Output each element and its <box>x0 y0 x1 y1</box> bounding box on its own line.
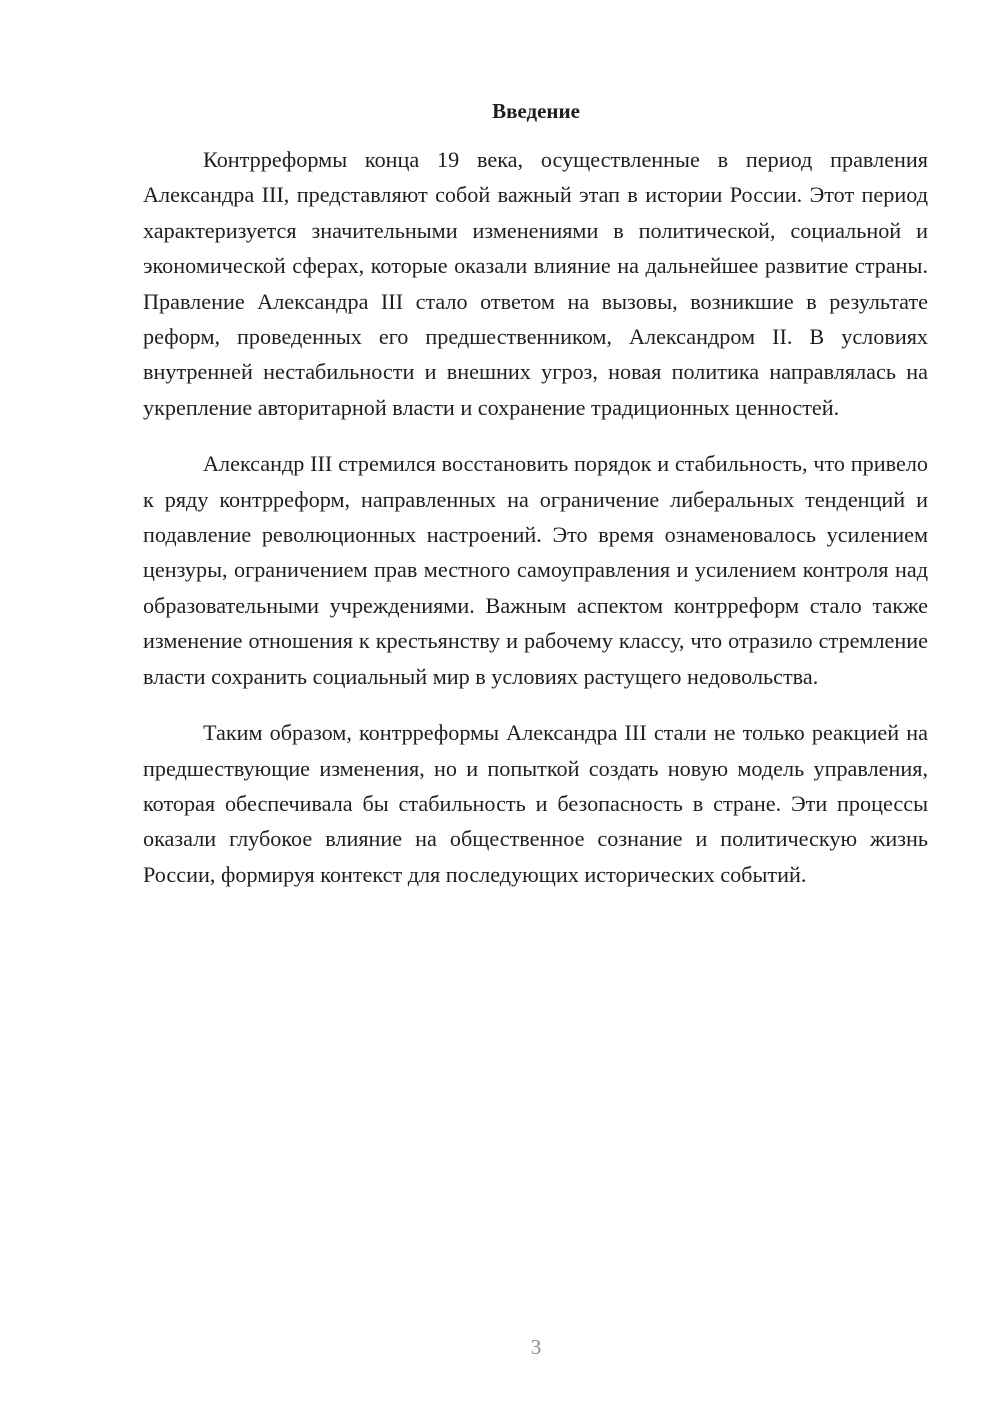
page-number: 3 <box>530 1335 542 1359</box>
paragraph-introduction-2: Александр III стремился восстановить порядок и стабильность, что привело к ряду контрреформ, направленных на ограничение либеральных тенденций и подавление революционных настроений. Это время ознаменовалось усилением цензуры, ограничением прав местного самоуправления и усилением контроля над образовательными учреждениями. Важным аспектом контрреформ стало также изменение отношения к крестьянству и рабочему классу, что отразило стремление власти сохранить социальный мир в условиях растущего недовольства. <box>143 451 928 689</box>
document-title: Введение <box>492 99 580 123</box>
document-body <box>143 142 928 913</box>
paragraph-introduction-1: Контрреформы конца 19 века, осуществленные в период правления Александра III, представляют собой важный этап в истории России. Этот период характеризуется значительными изменениями в политической, социальной и экономической сферах, которые оказали влияние на дальнейшее развитие страны. Правление Александра III стало ответом на вызовы, возникшие в результате реформ, проведенных его предшественником, Александром II. В условиях внутренней нестабильности и внешних угроз, новая политика направлялась на укрепление авторитарной власти и сохранение традиционных ценностей. <box>143 147 928 420</box>
paragraph-introduction-3: Таким образом, контрреформы Александра III стали не только реакцией на предшествующие изменения, но и попыткой создать новую модель управления, которая обеспечивала бы стабильность и безопасность в стране. Эти процессы оказали глубокое влияние на общественное сознание и политическую жизнь России, формируя контекст для последующих исторических событий. <box>143 720 928 887</box>
